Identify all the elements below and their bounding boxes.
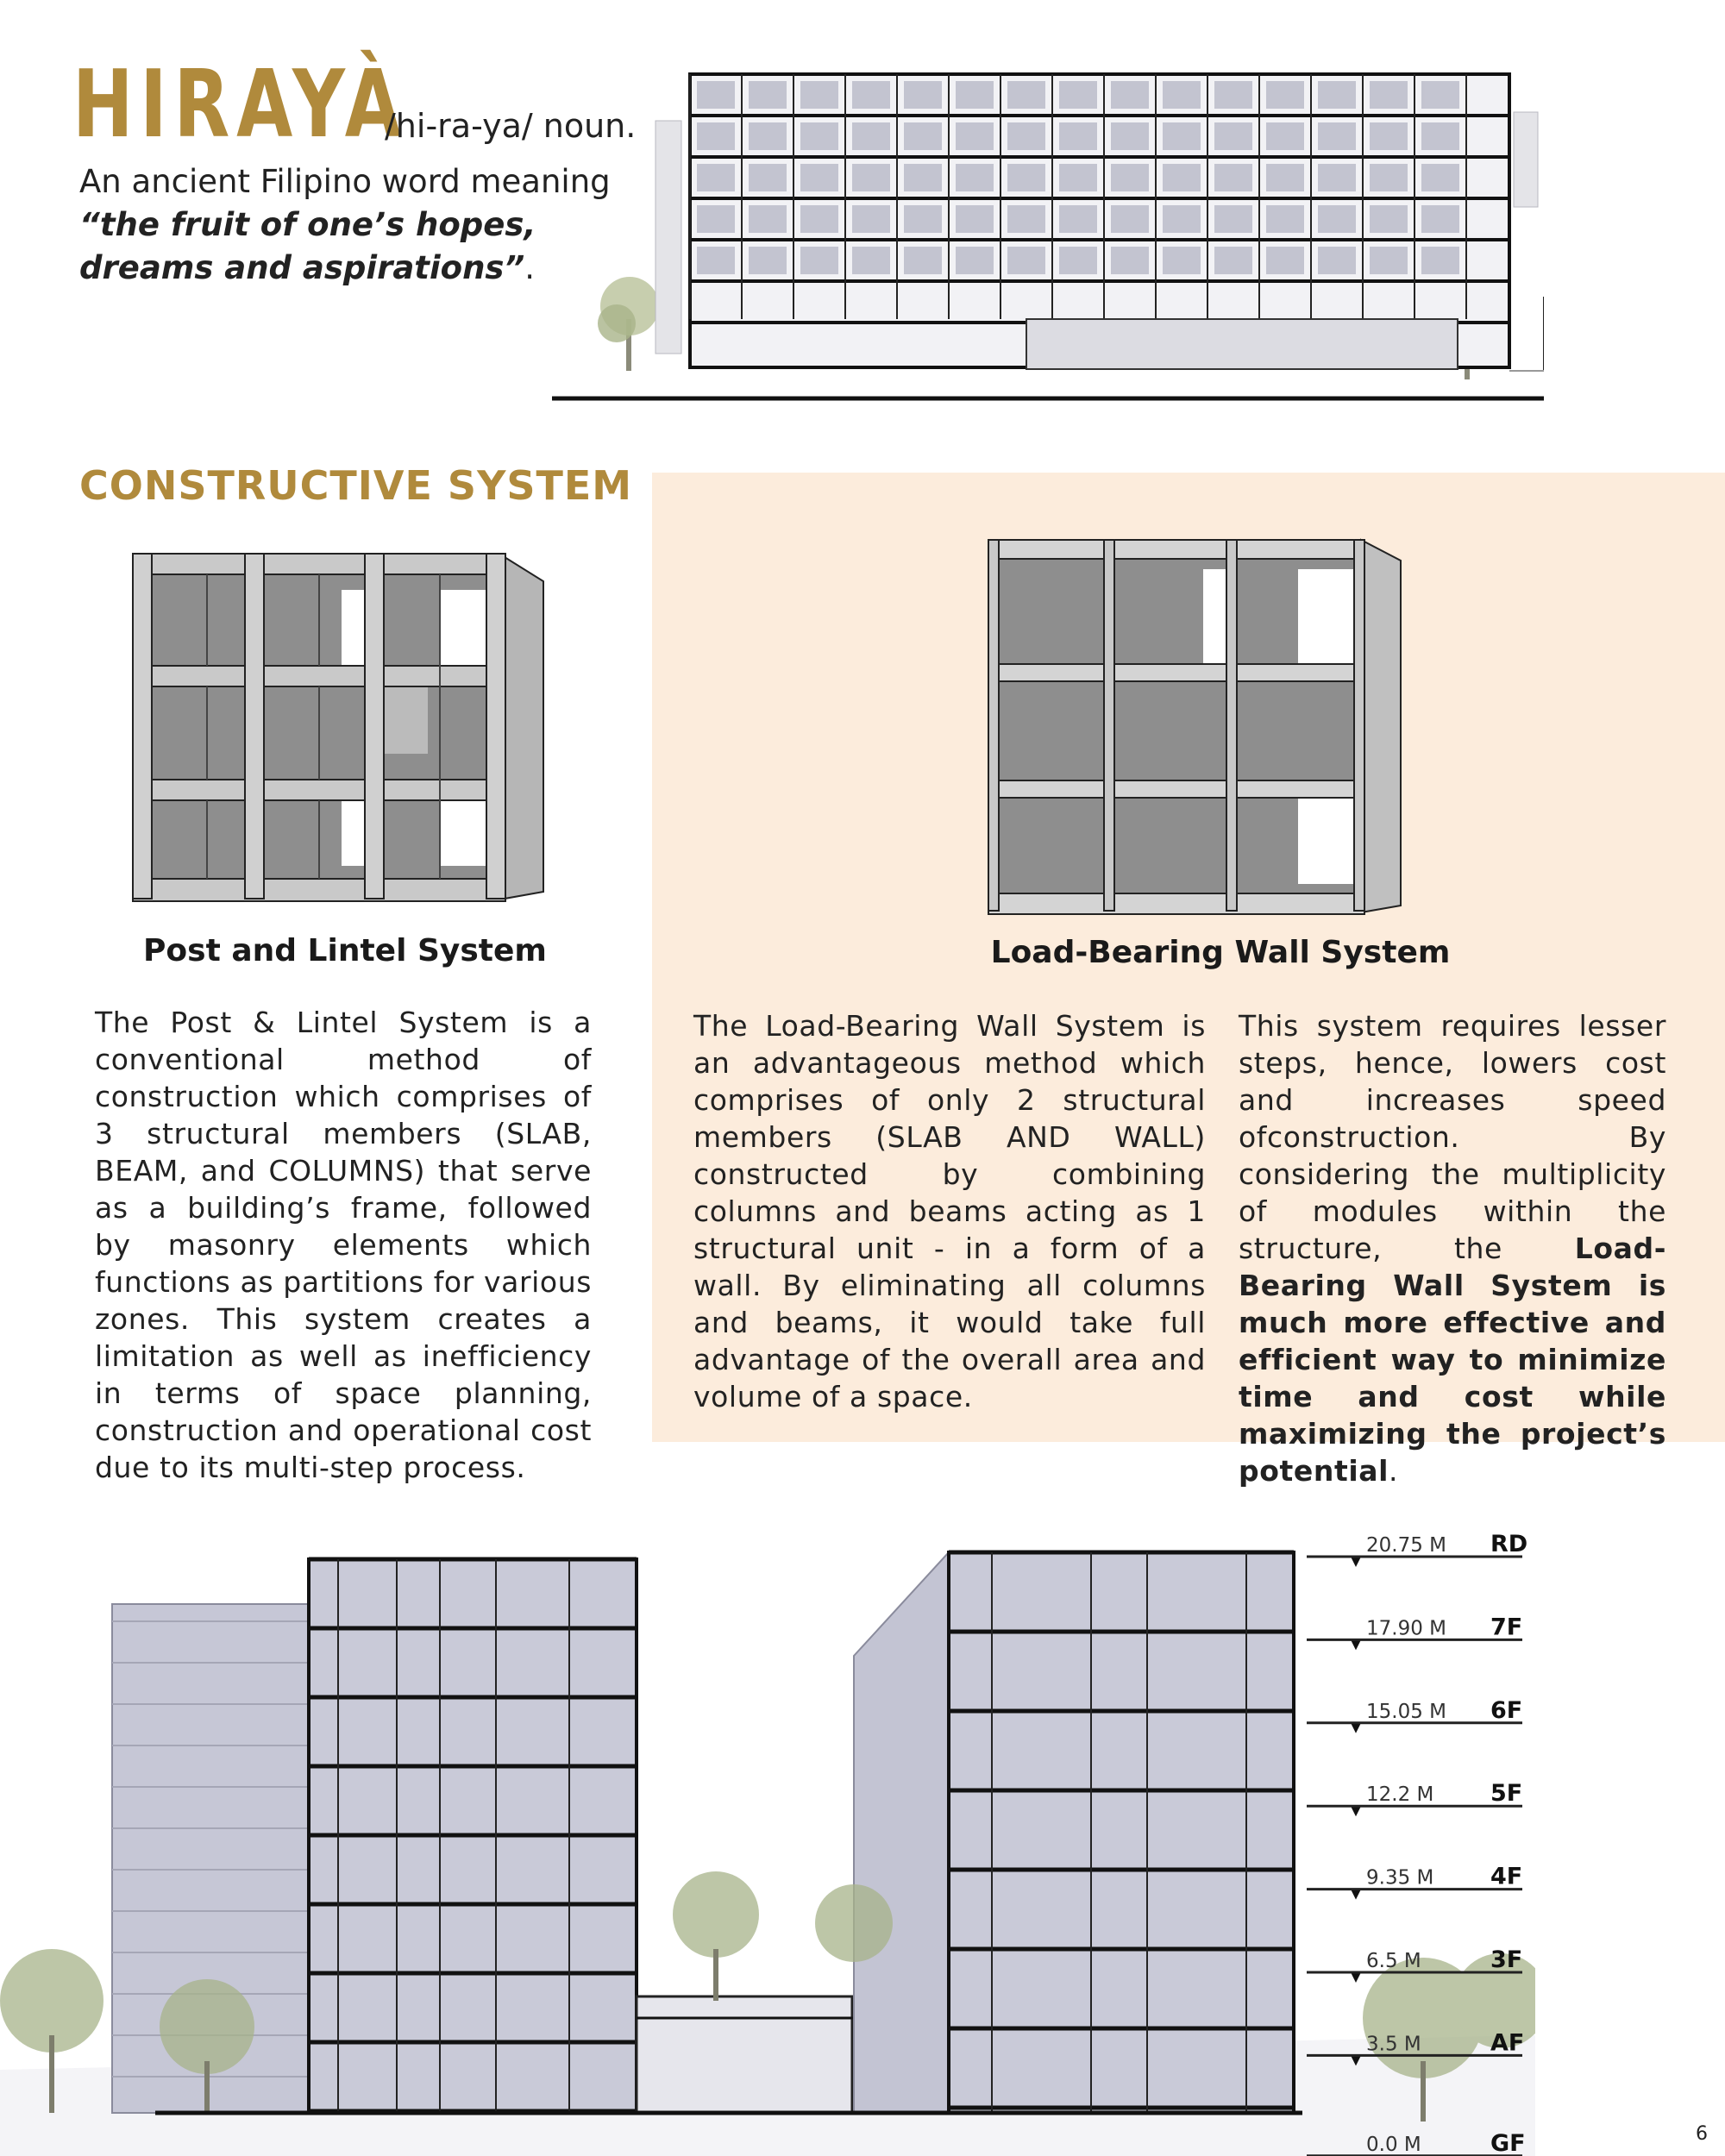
level-marker-5f [1307,1780,1522,1816]
tree-left [598,277,659,371]
level-elevation: 3.5 M [1366,2033,1421,2056]
load-bearing-caption: Load-Bearing Wall System [990,935,1451,970]
level-name: 7F [1490,1614,1523,1641]
level-triangle-icon [1351,1890,1361,1900]
level-name: RD [1490,1531,1528,1557]
load-bearing-illustration [983,535,1414,923]
building-section-illustration [543,60,1544,414]
definition-intro: An ancient Filipino word meaning [79,163,611,200]
level-elevation: 0.0 M [1366,2133,1421,2156]
load-bearing-benefits [1239,1007,1666,1489]
brand-pronunciation: /hi-ra-ya/ noun. [385,107,637,145]
level-name: 5F [1490,1780,1523,1808]
level-marker-4f [1307,1864,1522,1900]
level-name: 3F [1490,1946,1523,1973]
level-triangle-icon [1351,1806,1361,1816]
level-marker-6f [1307,1697,1522,1733]
level-triangle-icon [1351,1639,1361,1650]
section-heading: CONSTRUCTIVE SYSTEM [79,462,633,509]
level-elevation: 20.75 M [1366,1534,1446,1557]
cross-section-drawing [0,1518,1535,2156]
benefits-bold: Load-Bearing Wall System is much more effective and efficient way to minimize time and cost while maximizing the project’s potential [1239,1232,1666,1488]
level-triangle-icon [1351,1557,1361,1567]
post-lintel-illustration [121,538,561,909]
bridge-podium [637,1996,852,2113]
level-elevation: 17.90 M [1366,1617,1446,1640]
level-elevation: 12.2 M [1366,1783,1434,1807]
level-name: GF [1490,2129,1526,2156]
level-elevation: 15.05 M [1366,1700,1446,1723]
level-triangle-icon [1351,1723,1361,1733]
level-name: AF [1490,2029,1525,2057]
post-lintel-caption: Post and Lintel System [143,933,547,968]
definition-quote: “the fruit of one’s hopes, dreams and aspirations” [79,206,536,286]
level-name: 6F [1490,1696,1523,1724]
right-facade [854,1552,949,2113]
level-name: 4F [1490,1863,1523,1890]
load-bearing-description: The Load-Bearing Wall System is an advantageous method which comprises of only 2 structural members (SLAB AND WALL) constructed by combining columns and beams acting as 1 structural unit - in a form of a wall. By eliminating all columns and beams, it would take full advantage of the overall area and volume of a space. [693,1009,1206,1413]
level-marker-7f [1307,1614,1522,1650]
definition-end: . [524,249,536,286]
brand-title: HIRAYÀ [72,51,408,159]
level-elevation: 6.5 M [1366,1950,1421,1972]
page-number: 6 [1696,2123,1708,2145]
level-elevation: 9.35 M [1366,1866,1434,1890]
level-marker-rd [1307,1531,1527,1567]
benefits-end: . [1389,1454,1399,1488]
level-triangle-icon [1351,1972,1361,1983]
benefits-start: This system requires lesser steps, hence, lowers cost and increases speed ofconstruction. By considering the multiplicity of modules within the structure, the [1239,1009,1666,1265]
post-lintel-description: The Post & Lintel System is a conventional method of construction which comprises of 3 structural members (SLAB, BEAM, and COLUMNS) that serve as a building’s frame, followed by masonry elements which functions as partitions for various zones. This system creates a limitation as well as inefficiency in terms of space planning, construction and operational cost due to its multi-step process. [95,1006,592,1484]
